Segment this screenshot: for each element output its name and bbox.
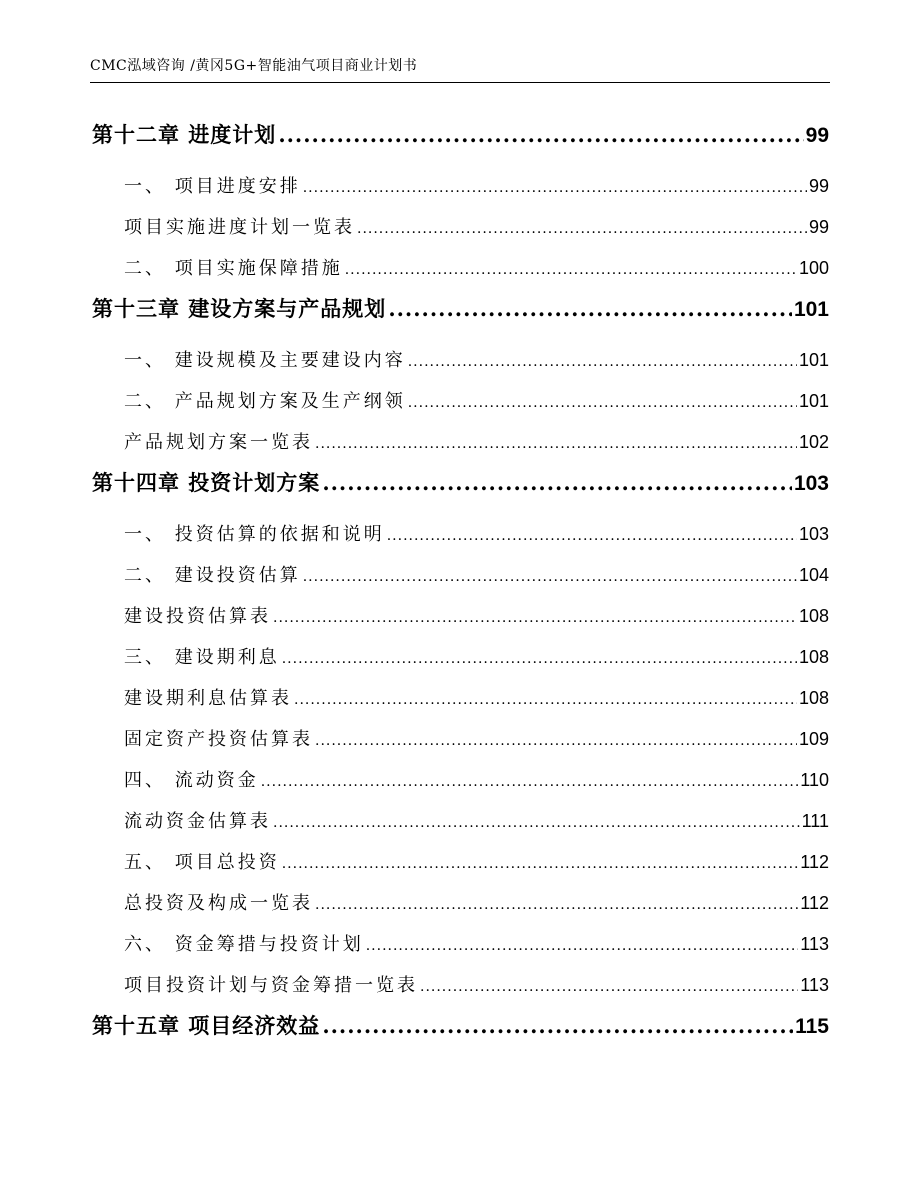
header-rule <box>90 82 830 83</box>
toc-leader-dots <box>282 637 797 680</box>
toc-entry[interactable] <box>92 842 829 883</box>
toc-leader-dots <box>282 842 799 885</box>
toc-page-number: 102 <box>798 432 829 452</box>
toc-entry[interactable] <box>92 422 829 463</box>
toc-page-number: 103 <box>793 472 829 495</box>
toc-entry[interactable] <box>92 248 829 289</box>
toc-entry-label: 二、 产品规划方案及生产纲领 <box>124 391 406 412</box>
toc-entry[interactable] <box>92 166 829 207</box>
toc-page-number: 113 <box>800 934 829 954</box>
toc-entry[interactable] <box>92 965 829 1006</box>
toc-entry[interactable] <box>92 719 829 760</box>
toc-page-number: 115 <box>795 1015 829 1038</box>
toc-entry-label: 一、 项目进度安排 <box>124 176 301 197</box>
toc-page-number: 113 <box>800 975 829 995</box>
toc-entry[interactable] <box>92 555 829 596</box>
toc-leader-dots <box>315 719 797 762</box>
toc-leader-dots <box>322 463 792 503</box>
toc-entry-label: 第十四章 投资计划方案 <box>92 470 321 495</box>
toc-entry-label: 四、 流动资金 <box>124 770 259 791</box>
toc-entry-label: 二、 建设投资估算 <box>124 565 301 586</box>
toc-page-number: 108 <box>798 606 829 626</box>
toc-entry[interactable] <box>92 924 829 965</box>
toc-entry-label: 六、 资金筹措与投资计划 <box>124 934 364 955</box>
toc-entry[interactable] <box>92 883 829 924</box>
toc-leader-dots <box>408 381 797 424</box>
toc-page-number: 99 <box>808 217 829 237</box>
toc-leader-dots <box>273 801 800 844</box>
toc-page-number: 101 <box>798 350 829 370</box>
toc-entry-label: 总投资及构成一览表 <box>124 893 313 914</box>
toc-entry[interactable] <box>92 207 829 248</box>
toc-page-number: 101 <box>793 298 829 321</box>
toc-entry-label: 五、 项目总投资 <box>124 852 280 873</box>
toc-chapter-13[interactable] <box>92 289 829 329</box>
toc-page-number: 108 <box>798 647 829 667</box>
toc-entry-label: 流动资金估算表 <box>124 811 271 832</box>
toc-entry-label: 项目实施进度计划一览表 <box>124 217 355 238</box>
toc-leader-dots <box>322 1006 793 1046</box>
toc-chapter-12[interactable] <box>92 115 829 155</box>
toc-leader-dots <box>420 965 798 1008</box>
toc-entry-label: 三、 建设期利息 <box>124 647 280 668</box>
toc-leader-dots <box>357 207 807 250</box>
toc-leader-dots <box>303 555 797 598</box>
toc-leader-dots <box>303 166 807 209</box>
toc-chapter-15[interactable] <box>92 1006 829 1046</box>
toc-entry-label: 第十三章 建设方案与产品规划 <box>92 296 387 321</box>
toc-page-number: 108 <box>798 688 829 708</box>
toc-entry-label: 建设投资估算表 <box>124 606 271 627</box>
toc-entry[interactable] <box>92 801 829 842</box>
toc-entry[interactable] <box>92 637 829 678</box>
toc-leader-dots <box>387 514 797 557</box>
toc-page-number: 111 <box>801 811 829 831</box>
toc-entry[interactable] <box>92 340 829 381</box>
toc-leader-dots <box>261 760 799 803</box>
toc-entry[interactable] <box>92 381 829 422</box>
toc-page-number: 109 <box>798 729 829 749</box>
toc-leader-dots <box>408 340 797 383</box>
toc-leader-dots <box>315 883 798 926</box>
toc-leader-dots <box>345 248 797 291</box>
toc-leader-dots <box>294 678 797 721</box>
toc-leader-dots <box>273 596 797 639</box>
toc-entry[interactable] <box>92 678 829 719</box>
toc-leader-dots <box>388 289 792 329</box>
toc-chapter-14[interactable] <box>92 463 829 503</box>
toc-entry-label: 一、 投资估算的依据和说明 <box>124 524 385 545</box>
toc-page-number: 112 <box>800 893 829 913</box>
toc-page-number: 101 <box>798 391 829 411</box>
toc-leader-dots <box>366 924 799 967</box>
toc-leader-dots <box>278 115 803 155</box>
toc-entry-label: 二、 项目实施保障措施 <box>124 258 343 279</box>
toc-entry[interactable] <box>92 596 829 637</box>
toc-entry-label: 建设期利息估算表 <box>124 688 292 709</box>
toc-page-number: 100 <box>798 258 829 278</box>
toc-entry-label: 一、 建设规模及主要建设内容 <box>124 350 406 371</box>
toc-page-number: 99 <box>808 176 829 196</box>
toc-leader-dots <box>315 422 797 465</box>
toc-entry-label: 固定资产投资估算表 <box>124 729 313 750</box>
toc-entry-label: 第十五章 项目经济效益 <box>92 1013 321 1038</box>
toc-entry-label: 产品规划方案一览表 <box>124 432 313 453</box>
toc-page-number: 99 <box>805 124 829 147</box>
toc-page-number: 112 <box>800 852 829 872</box>
toc-entry-label: 项目投资计划与资金筹措一览表 <box>124 975 418 996</box>
toc-entry[interactable] <box>92 760 829 801</box>
toc-page-number: 110 <box>800 770 829 790</box>
toc-entry[interactable] <box>92 514 829 555</box>
toc-page-number: 104 <box>798 565 829 585</box>
toc-entry-label: 第十二章 进度计划 <box>92 122 277 147</box>
running-header: CMC泓域咨询 /黄冈5G+智能油气项目商业计划书 <box>90 58 418 74</box>
toc-page-number: 103 <box>798 524 829 544</box>
table-of-contents <box>92 115 829 1057</box>
